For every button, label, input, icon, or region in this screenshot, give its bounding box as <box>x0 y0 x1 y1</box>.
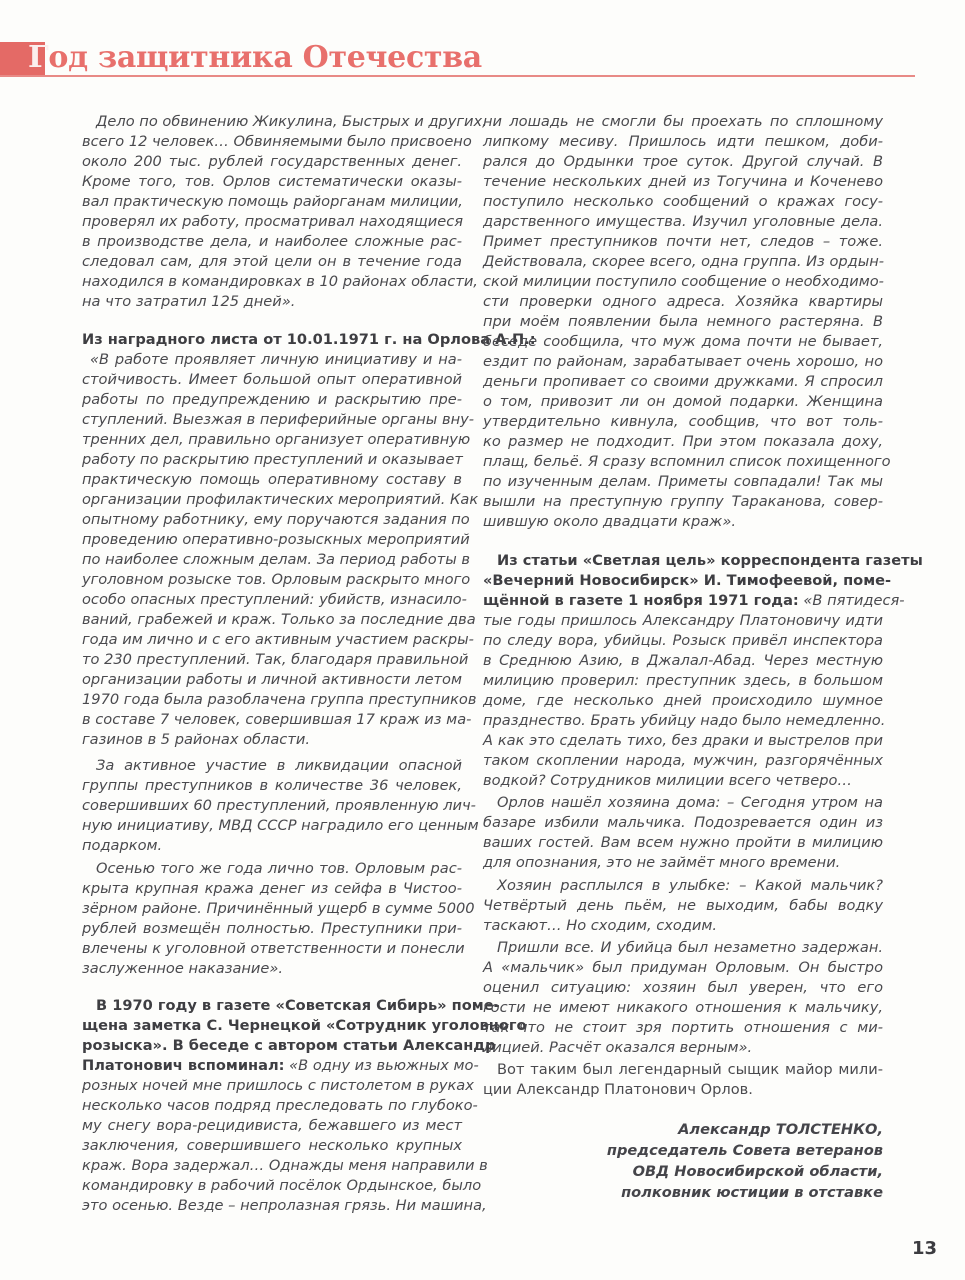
header-rule <box>0 75 915 77</box>
text-line: подарком. <box>82 837 163 854</box>
author-name: Александр ТОЛСТЕНКО, <box>678 1121 883 1138</box>
text-line: по наиболее сложным делам. За период работы в <box>82 551 470 568</box>
quote-run: «В одну из вьюжных мо- <box>289 1057 479 1074</box>
bold-run: Платонович вспоминал: <box>82 1057 285 1074</box>
text-line: «В работе проявляет личную инициативу и на- <box>90 351 462 368</box>
text-line: рался до Ордынки трое суток. Другой случай. В <box>483 153 883 170</box>
bold-run: щённой в газете 1 ноября 1971 года: <box>483 592 799 609</box>
text-line: это осенью. Везде – непролазная грязь. Ни машина, <box>82 1197 487 1214</box>
text-line: плащ, бельё. Я сразу вспомнил список похищенного <box>483 453 891 470</box>
text-line: беседе сообщила, что муж дома почти не бывает, <box>483 333 883 350</box>
text-line: Пришли все. И убийца был незаметно задержан. <box>497 939 883 956</box>
text-line: следовал сам, для этой цели он в течение года <box>82 253 462 270</box>
text-line: для опознания, это не займёт много времени. <box>483 854 841 871</box>
page-number: 13 <box>912 1238 938 1259</box>
text-line: опытному работнику, ему поручаются задания по <box>82 511 470 528</box>
section-title-rest: од защитника Отечества <box>48 40 482 75</box>
text-line: в составе 7 человек, совершившая 17 краж из ма- <box>82 711 472 728</box>
text-line: ни лошадь не смогли бы проехать по сплошному <box>483 113 883 130</box>
text-line: то 230 преступлений. Так, благодаря правильной <box>82 651 469 668</box>
text-line: совершивших 60 преступлений, проявленную лич- <box>82 797 476 814</box>
text-line: так что не стоит зря портить отношения с ми- <box>483 1019 883 1036</box>
text-line: му снегу вора-рецидивиста, бежавшего из мест <box>82 1117 462 1134</box>
text-line: ную инициативу, МВД СССР наградило его ценным <box>82 817 479 834</box>
text-line: щена заметка С. Чернецкой «Сотрудник уголовного <box>82 1017 527 1034</box>
text-line: зёрном районе. Причинённый ущерб в сумме 5000 <box>82 900 475 917</box>
text-line: ции Александр Платонович Орлов. <box>483 1081 753 1098</box>
text-line: вышли на преступную группу Тараканова, совер- <box>483 493 883 510</box>
text-line: А «мальчик» был придуман Орловым. Он быстро <box>483 959 883 976</box>
text-line: В 1970 году в газете «Советская Сибирь» поме- <box>96 997 500 1014</box>
text-line: года им лично и с его активным участием раскры- <box>82 631 474 648</box>
text-line: доме, где несколько дней происходило шумное <box>483 692 883 709</box>
text-line: ко размер не подходит. При этом показала доху, <box>483 433 883 450</box>
text-line: на что затратил 125 дней». <box>82 293 296 310</box>
text-line: находился в командировках в 10 районах области, <box>82 273 478 290</box>
text-line: деньги пропивает со своими дружками. Я спросил <box>483 373 883 390</box>
text-line: таком скоплении народа, мужчин, разгорячённых <box>483 752 883 769</box>
text-line: газинов в 5 районах области. <box>82 731 310 748</box>
text-line: в Среднюю Азию, в Джалал-Абад. Через местную <box>483 652 883 669</box>
text-line: по изученным делам. Приметы совпадали! Так мы <box>483 473 883 490</box>
text-line-mixed <box>483 591 905 611</box>
text-line: оценил ситуацию: хозяин был уверен, что его <box>483 979 883 996</box>
text-line: розыска». В беседе с автором статьи Александр <box>82 1037 496 1054</box>
text-line: ваших гостей. Вам всем нужно пройти в милицию <box>483 834 883 851</box>
author-rank: полковник юстиции в отставке <box>621 1184 883 1201</box>
text-line: проверял их работу, просматривал находящиеся <box>82 213 464 230</box>
section-title-first-letter: Г <box>28 40 49 75</box>
text-line: Действовала, скорее всего, одна группа. Из ордын- <box>483 253 885 270</box>
text-line: по следу вора, убийцы. Розыск привёл инспектора <box>483 632 883 649</box>
text-line: командировку в рабочий посёлок Ордынское, было <box>82 1177 482 1194</box>
quote-run: «В пятидеся- <box>803 592 905 609</box>
text-line: всего 12 человек… Обвиняемыми было присвоено <box>82 133 472 150</box>
text-line: дарственного имущества. Изучил уголовные дела. <box>483 213 883 230</box>
text-line: шившую около двадцати краж». <box>483 513 736 530</box>
text-line: организации профилактических мероприятий. Как <box>82 491 479 508</box>
author-title: председатель Совета ветеранов <box>606 1142 883 1159</box>
text-line: «Вечерний Новосибирск» И. Тимофеевой, поме- <box>483 572 892 589</box>
text-line: тые годы пришлось Александру Платоновичу идти <box>483 612 883 629</box>
text-line: уголовном розыске тов. Орловым раскрыто много <box>82 571 471 588</box>
text-line: заслуженное наказание». <box>82 960 284 977</box>
text-line: А как это сделать тихо, без драки и выстрелов при <box>483 732 883 749</box>
text-line: краж. Вора задержал… Однажды меня направили в <box>82 1157 488 1174</box>
text-line: липкому месиву. Пришлось идти пешком, доби- <box>483 133 883 150</box>
text-line: организации работы и личной активности летом <box>82 671 462 688</box>
text-line: ездит по районам, зарабатывает очень хорошо, но <box>483 353 883 370</box>
text-line: особо опасных преступлений: убийств, изнасило- <box>82 591 467 608</box>
text-line: Орлов нашёл хозяина дома: – Сегодня утром на <box>497 794 883 811</box>
text-line: крыта крупная кража денег из сейфа в Чистоо- <box>82 880 462 897</box>
text-line: Хозяин расплылся в улыбке: – Какой мальчик? <box>497 877 883 894</box>
text-line: Примет преступников почти нет, следов – тоже. <box>483 233 883 250</box>
text-line: сти проверки одного адреса. Хозяйка квартиры <box>483 293 883 310</box>
text-line: празднество. Брать убийцу надо было немедленно. <box>483 712 886 729</box>
text-line: стойчивость. Имеет большой опыт оперативной <box>82 371 462 388</box>
text-line: работы по предупреждению и раскрытию пре- <box>82 391 462 408</box>
text-line: Вот таким был легендарный сыщик майор мили- <box>497 1061 883 1078</box>
text-line: течение нескольких дней из Тогучина и Коченево <box>483 173 883 190</box>
text-line: в производстве дела, и наиболее сложные рас- <box>82 233 462 250</box>
text-line-mixed <box>82 1056 479 1076</box>
text-line: 1970 года была разоблачена группа преступников <box>82 691 477 708</box>
text-line: Дело по обвинению Жикулина, Быстрых и других, <box>96 113 487 130</box>
text-line: ступлений. Выезжая в периферийные органы вну- <box>82 411 475 428</box>
text-line: лицией. Расчёт оказался верным». <box>483 1039 753 1056</box>
award-heading: Из наградного листа от 10.01.1971 г. на Орлова А.П.: <box>82 331 536 348</box>
text-line: при моём появлении была немного растеряна. В <box>483 313 883 330</box>
text-line: заключения, совершившего несколько крупных <box>82 1137 462 1154</box>
text-line: базаре избили мальчика. Подозревается один из <box>483 814 883 831</box>
text-line: Кроме того, тов. Орлов систематически оказы- <box>82 173 462 190</box>
text-line: гости не имеют никакого отношения к мальчику, <box>483 999 883 1016</box>
text-line: милицию проверил: преступник здесь, в большом <box>483 672 883 689</box>
text-line: Четвёртый день пьём, не выходим, бабы водку <box>483 897 883 914</box>
text-line: ваний, грабежей и краж. Только за последние два <box>82 611 476 628</box>
text-line: Осенью того же года лично тов. Орловым рас- <box>96 860 462 877</box>
text-line: несколько часов подряд преследовать по глубоко- <box>82 1097 478 1114</box>
text-line: проведению оперативно-розыскных мероприятий <box>82 531 470 548</box>
text-line: рублей возмещён полностью. Преступники при- <box>82 920 462 937</box>
text-line: ской милиции поступило сообщение о необходимо- <box>483 273 884 290</box>
text-line: работу по раскрытию преступлений и оказывает <box>82 451 463 468</box>
text-line: практическую помощь оперативному составу в <box>82 471 462 488</box>
text-line: тренних дел, правильно организует оперативную <box>82 431 471 448</box>
text-line: утвердительно кивнула, сообщив, что вот толь- <box>483 413 883 430</box>
text-line: о том, привозит ли он домой подарки. Женщина <box>483 393 883 410</box>
text-line: Из статьи «Светлая цель» корреспондента газеты <box>497 552 923 569</box>
text-line: вал практическую помощь райорганам милиции, <box>82 193 463 210</box>
author-organization: ОВД Новосибирской области, <box>632 1163 883 1180</box>
text-line: водкой? Сотрудников милиции всего четверо… <box>483 772 853 789</box>
text-line: поступило несколько сообщений о кражах госу- <box>483 193 883 210</box>
text-line: около 200 тыс. рублей государственных денег. <box>82 153 462 170</box>
text-line: таскают… Но сходим, сходим. <box>483 917 718 934</box>
section-title <box>28 38 482 78</box>
text-line: розных ночей мне пришлось с пистолетом в руках <box>82 1077 474 1094</box>
text-line: группы преступников в количестве 36 человек, <box>82 777 462 794</box>
text-line: влечены к уголовной ответственности и понесли <box>82 940 465 957</box>
text-line: За активное участие в ликвидации опасной <box>96 757 462 774</box>
